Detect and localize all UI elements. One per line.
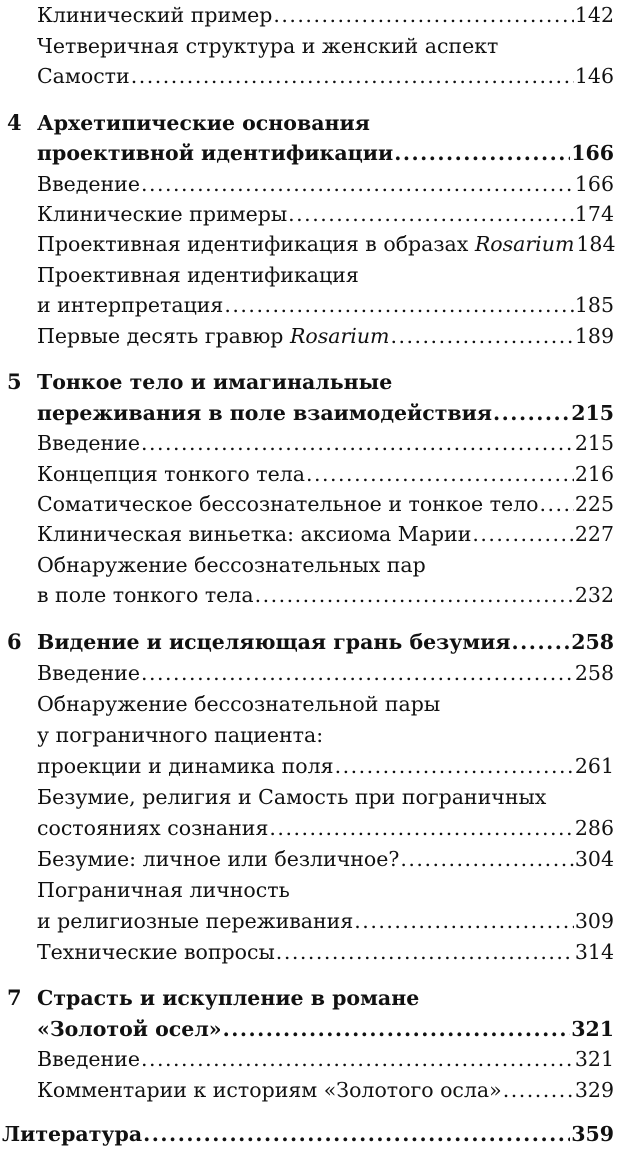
chapter-title: переживания в поле взаимодействия [37,397,493,429]
dot-leader [255,579,574,611]
toc-entry-title: Безумие: личное или безличное? [37,843,400,875]
toc-line [0,458,620,490]
toc-entry [37,1013,614,1045]
toc-page-number: 215 [574,431,614,455]
toc-entry [37,30,614,62]
chapter-heading [0,982,620,1014]
toc-entry-title-italic: Rosarium [289,324,390,348]
toc-page-number: 329 [574,1078,614,1102]
toc-line [0,198,620,230]
toc-page-number: 314 [574,940,614,964]
toc-entry-title: и интерпретация [37,289,224,321]
dot-leader [141,657,574,689]
toc-entry-title: Клинический пример [37,0,273,31]
toc-line [0,320,620,352]
toc-entry-title: Комментарии к историям «Золотого осла» [37,1074,503,1106]
chapter-number: 4 [7,110,22,135]
toc-entry [37,198,614,230]
toc-entry-title: Концепция тонкого тела [37,458,306,490]
toc-line [0,688,620,720]
toc-page-number: 216 [574,462,614,486]
toc-page-number: 321 [574,1047,614,1071]
toc-entry-title: в поле тонкого тела [37,579,255,611]
toc-line [0,518,620,550]
dot-leader [390,320,573,352]
toc-entry-title: Введение [37,168,141,200]
toc-line [0,168,620,200]
toc-line [0,1043,620,1075]
toc-line [0,289,620,321]
toc-entry [37,228,614,260]
dot-leader [269,812,573,844]
toc-page-number: 359 [571,1122,614,1146]
toc-entry-title: у пограничного пациента: [37,719,324,751]
chapter-heading [0,107,620,139]
dot-leader [141,427,574,459]
dot-leader [503,1074,574,1106]
chapter-number: 6 [7,629,22,654]
toc-entry-title-italic: Rosarium [474,232,575,256]
toc-entry-title: Введение [37,657,141,689]
toc-entry-title: Обнаружение бессознательных пар [37,549,427,581]
dot-leader [400,843,573,875]
chapter-title: Страсть и искупление в романе [37,982,420,1014]
toc-page-number: 227 [574,522,614,546]
dot-leader [273,0,574,31]
chapter-heading [0,137,620,169]
toc-entry-title: Безумие, религия и Самость при пограничных [37,781,547,813]
toc-entry [37,750,614,782]
toc-entry [37,427,614,459]
toc-entry [37,488,614,520]
toc-entry-title: Введение [37,427,141,459]
chapter-number: 5 [7,369,22,394]
toc-page-number: 258 [574,661,614,685]
chapter-title: «Золотой осел» [37,1013,223,1045]
toc-entry-title: проекции и динамика поля [37,750,335,782]
toc-line [0,781,620,813]
toc-entry [37,366,614,398]
toc-page-number: 286 [574,816,614,840]
dot-leader [276,936,574,968]
toc-line [0,0,620,31]
dot-leader [131,60,574,92]
toc-entry-title: Обнаружение бессознательной пары [37,688,441,720]
toc-line [0,488,620,520]
toc-entry [2,1118,614,1150]
toc-line [0,936,620,968]
dot-leader [335,750,574,782]
toc-entry [37,0,614,31]
toc-line [0,427,620,459]
toc-line [0,812,620,844]
bibliography-heading [0,1118,620,1150]
toc-line [0,259,620,291]
toc-page-number: 304 [574,847,614,871]
toc-page-number: 215 [571,401,614,425]
toc-entry [37,982,614,1014]
toc-entry [37,137,614,169]
toc-entry [37,107,614,139]
toc-entry-title: Клиническая виньетка: аксиома Марии [37,518,472,550]
toc-entry [37,1043,614,1075]
toc-entry-title: Пограничная личность [37,874,291,906]
dot-leader [540,488,574,520]
toc-page-number: 174 [574,202,614,226]
dot-leader [141,1043,574,1075]
toc-entry [37,657,614,689]
toc-entry [37,168,614,200]
bibliography-title: Литература [2,1118,143,1150]
dot-leader [141,168,574,200]
toc-entry [37,289,614,321]
toc-entry-title: Четверичная структура и женский аспект [37,30,499,62]
toc-entry-title [37,228,575,260]
toc-page-number: 232 [574,583,614,607]
dot-leader [223,1013,571,1045]
toc-page-number: 258 [571,630,614,654]
toc-entry [37,874,614,906]
dot-leader [394,137,570,169]
toc-entry-title-text: Первые десять гравюр [37,324,290,348]
toc-entry-title: Соматическое бессознательное и тонкое тело [37,488,540,520]
toc-line [0,30,620,62]
dot-leader [472,518,574,550]
dot-leader [143,1118,570,1150]
toc-page-number: 166 [574,172,614,196]
chapter-title: проективной идентификации [37,137,394,169]
toc-line [0,549,620,581]
dot-leader [288,198,574,230]
chapter-heading [0,1013,620,1045]
toc-entry-title: Технические вопросы [37,936,276,968]
toc-entry [37,936,614,968]
toc-entry [37,626,614,658]
toc-page-number: 185 [574,293,614,317]
chapter-title: Тонкое тело и имагинальные [37,366,393,398]
toc-page-number: 309 [574,909,614,933]
toc-line [0,228,620,260]
chapter-number: 7 [7,985,22,1010]
toc-line [0,905,620,937]
toc-line [0,843,620,875]
toc-entry-title: состояниях сознания [37,812,269,844]
toc-entry-title: Проективная идентификация [37,259,360,291]
toc-line [0,750,620,782]
toc-entry [37,397,614,429]
toc-entry [37,259,614,291]
toc-entry-title: Введение [37,1043,141,1075]
toc-entry [37,60,614,92]
toc-page-number: 321 [571,1017,614,1041]
toc-entry [37,579,614,611]
toc-entry [37,320,614,352]
toc-entry [37,781,614,813]
toc-line [0,60,620,92]
toc-page-number: 189 [574,324,614,348]
toc-line [0,874,620,906]
toc-entry-title-text: Проективная идентификация в образах [37,232,475,256]
toc-line [0,579,620,611]
dot-leader [512,626,571,658]
toc-entry [37,518,614,550]
toc-entry-title: и религиозные переживания [37,905,354,937]
toc-page-number: 261 [574,754,614,778]
toc-page-number: 225 [574,492,614,516]
chapter-heading [0,366,620,398]
toc-entry [37,843,614,875]
dot-leader [354,905,574,937]
toc-entry-title: Самости [37,60,131,92]
dot-leader [224,289,573,321]
toc-entry [37,458,614,490]
toc-line [0,1074,620,1106]
toc-entry [37,549,614,581]
toc-line [0,657,620,689]
toc-entry-title [37,320,390,352]
chapter-heading [0,626,620,658]
toc-page-number: 142 [574,3,614,27]
toc-page-number: 146 [574,64,614,88]
toc-entry [37,905,614,937]
chapter-title: Видение и исцеляющая грань безумия [37,626,512,658]
toc-entry [37,812,614,844]
toc-page-number: 184 [576,232,616,256]
toc-line [0,719,620,751]
dot-leader [306,458,574,490]
toc-entry [37,719,614,751]
chapter-heading [0,397,620,429]
toc-entry [37,688,614,720]
toc-entry-title: Клинические примеры [37,198,288,230]
chapter-title: Архетипические основания [37,107,371,139]
toc-page-number: 166 [571,141,614,165]
toc-entry [37,1074,614,1106]
dot-leader [493,397,570,429]
